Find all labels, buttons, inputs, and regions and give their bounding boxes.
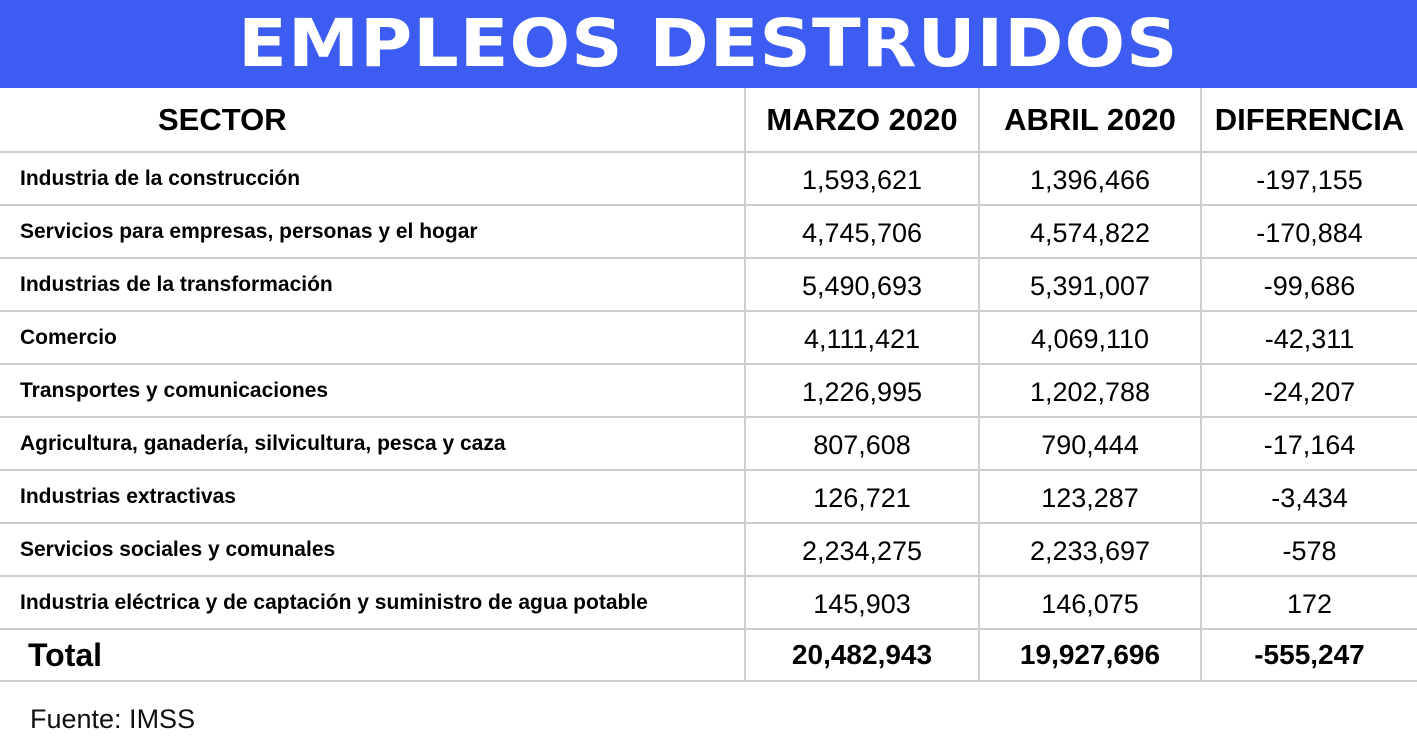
cell-marzo: 4,745,706 [745, 205, 979, 258]
title-banner [0, 0, 1417, 88]
cell-abril: 790,444 [979, 417, 1201, 470]
cell-marzo: 1,226,995 [745, 364, 979, 417]
employment-table [0, 88, 1417, 682]
cell-sector: Servicios sociales y comunales [0, 523, 745, 576]
total-marzo: 20,482,943 [745, 629, 979, 681]
table-body [0, 152, 1417, 629]
header-row [0, 88, 1417, 152]
table-row [0, 523, 1417, 576]
total-diferencia: -555,247 [1201, 629, 1417, 681]
cell-marzo: 145,903 [745, 576, 979, 629]
cell-marzo: 4,111,421 [745, 311, 979, 364]
cell-marzo: 807,608 [745, 417, 979, 470]
cell-marzo: 126,721 [745, 470, 979, 523]
cell-diferencia: -197,155 [1201, 152, 1417, 205]
cell-abril: 146,075 [979, 576, 1201, 629]
cell-diferencia: -42,311 [1201, 311, 1417, 364]
table-row [0, 417, 1417, 470]
cell-diferencia: -3,434 [1201, 470, 1417, 523]
cell-abril: 1,396,466 [979, 152, 1201, 205]
cell-sector: Industrias de la transformación [0, 258, 745, 311]
cell-sector: Transportes y comunicaciones [0, 364, 745, 417]
table-row [0, 311, 1417, 364]
table-row [0, 258, 1417, 311]
total-label: Total [0, 629, 745, 681]
cell-diferencia: -99,686 [1201, 258, 1417, 311]
cell-sector: Agricultura, ganadería, silvicultura, pesca y caza [0, 417, 745, 470]
column-header-marzo: MARZO 2020 [745, 88, 979, 152]
table-row [0, 470, 1417, 523]
cell-marzo: 5,490,693 [745, 258, 979, 311]
table-row [0, 576, 1417, 629]
cell-marzo: 1,593,621 [745, 152, 979, 205]
cell-abril: 4,069,110 [979, 311, 1201, 364]
cell-abril: 2,233,697 [979, 523, 1201, 576]
cell-sector: Industria eléctrica y de captación y suministro de agua potable [0, 576, 745, 629]
cell-sector: Servicios para empresas, personas y el hogar [0, 205, 745, 258]
total-abril: 19,927,696 [979, 629, 1201, 681]
cell-diferencia: -170,884 [1201, 205, 1417, 258]
total-row [0, 629, 1417, 681]
table-row [0, 205, 1417, 258]
cell-sector: Comercio [0, 311, 745, 364]
column-header-abril: ABRIL 2020 [979, 88, 1201, 152]
cell-abril: 1,202,788 [979, 364, 1201, 417]
table-row [0, 364, 1417, 417]
cell-abril: 5,391,007 [979, 258, 1201, 311]
cell-diferencia: -17,164 [1201, 417, 1417, 470]
cell-diferencia: -24,207 [1201, 364, 1417, 417]
column-header-sector: SECTOR [0, 88, 745, 152]
source-note: Fuente: IMSS [30, 704, 196, 734]
cell-diferencia: 172 [1201, 576, 1417, 629]
chart-title: EMPLEOS DESTRUIDOS [238, 5, 1179, 82]
cell-sector: Industrias extractivas [0, 470, 745, 523]
cell-sector: Industria de la construcción [0, 152, 745, 205]
cell-abril: 4,574,822 [979, 205, 1201, 258]
cell-abril: 123,287 [979, 470, 1201, 523]
cell-marzo: 2,234,275 [745, 523, 979, 576]
cell-diferencia: -578 [1201, 523, 1417, 576]
column-header-diferencia: DIFERENCIA [1201, 88, 1417, 152]
table-row [0, 152, 1417, 205]
